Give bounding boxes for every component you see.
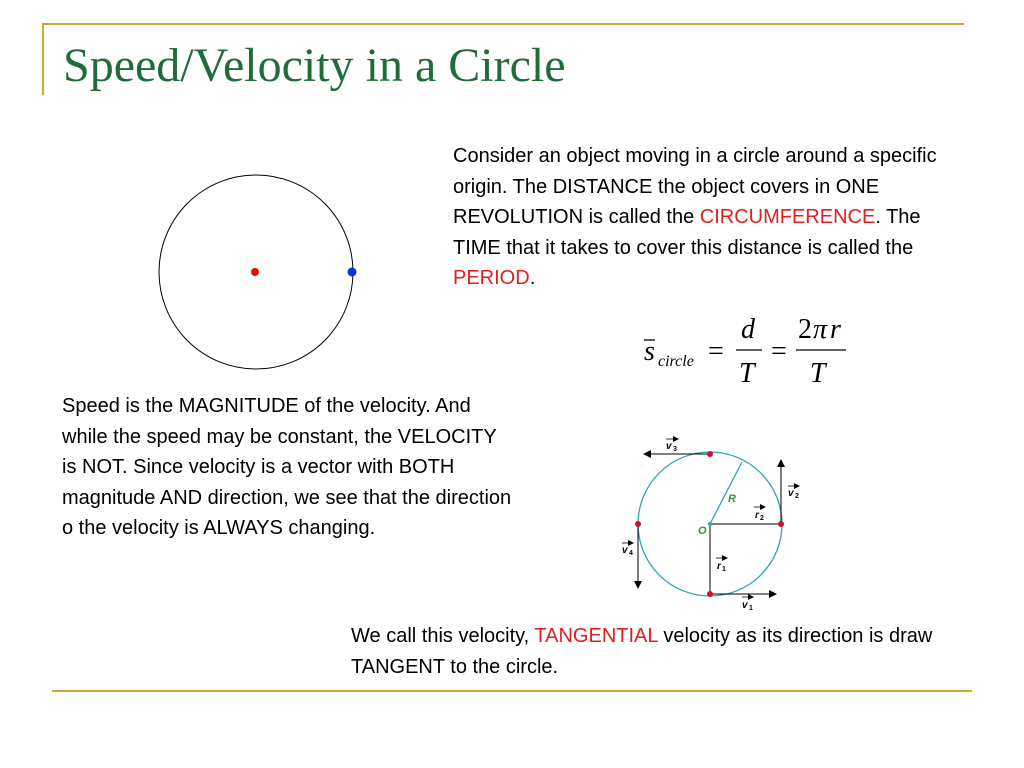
paragraph1-text-1: Consider an object moving in a circle around a specific origin. The DISTANCE the object covers in ONE REVOLUTION is called the [453,145,937,228]
label-v1-sub: 1 [749,605,753,612]
tangential-highlight: TANGENTIAL [534,625,658,647]
center-dot [251,268,259,276]
paragraph3-text-1: We call this velocity, [351,625,535,647]
formula-pi: π [813,314,828,345]
speed-formula [638,310,853,392]
paragraph-circumference [453,141,963,294]
label-r2: r [755,510,759,521]
label-v4: v [622,545,628,556]
label-v2-sub: 2 [795,493,799,500]
label-v4-sub: 4 [629,550,633,557]
label-r2-sub: 2 [760,515,764,522]
formula-r: r [830,314,841,345]
formula-equals-2: = [771,336,787,367]
frame-top-line [42,23,964,25]
point-right [778,521,784,527]
object-dot [348,268,357,277]
point-bottom [707,591,713,597]
period-highlight: PERIOD [453,267,530,289]
label-O: O [698,525,707,537]
point-left [635,521,641,527]
formula-two: 2 [798,314,812,345]
frame-bottom-line [52,690,972,692]
paragraph-tangential [351,621,951,682]
label-R: R [728,493,736,505]
label-v1: v [742,600,748,611]
paragraph-speed-magnitude: Speed is the MAGNITUDE of the velocity. And while the speed may be constant, the VELOCITY is NOT. Since velocity is a vector with BOTH magnitude AND direction, we see that the direction o the velocity is ALWAYS changing. [62,395,512,539]
label-r1: r [717,561,721,572]
label-v3-sub: 3 [673,446,677,453]
origin-point [708,522,712,526]
point-top [707,451,713,457]
label-v2: v [788,488,794,499]
frame-left-line [42,23,44,95]
label-v3: v [666,441,672,452]
slide-title: Speed/Velocity in a Circle [63,39,566,92]
formula-d: d [741,314,755,345]
circle-illustration [150,168,364,382]
circumference-highlight: CIRCUMFERENCE [699,206,876,228]
formula-s: s [644,336,655,367]
label-r1-sub: 1 [722,566,726,573]
tangential-velocity-diagram [608,430,814,616]
formula-subscript: circle [658,353,694,370]
paragraph1-text-3: . [529,267,536,289]
formula-T-2: T [810,358,826,389]
formula-T-1: T [739,358,755,389]
paragraph1-text-2: . The TIME that it takes to cover this distance is called the [453,206,921,259]
paragraph3-text-2: velocity as its direction is draw TANGENT to the circle. [351,625,933,678]
formula-equals-1: = [708,336,724,367]
radius-R-line [710,462,742,524]
